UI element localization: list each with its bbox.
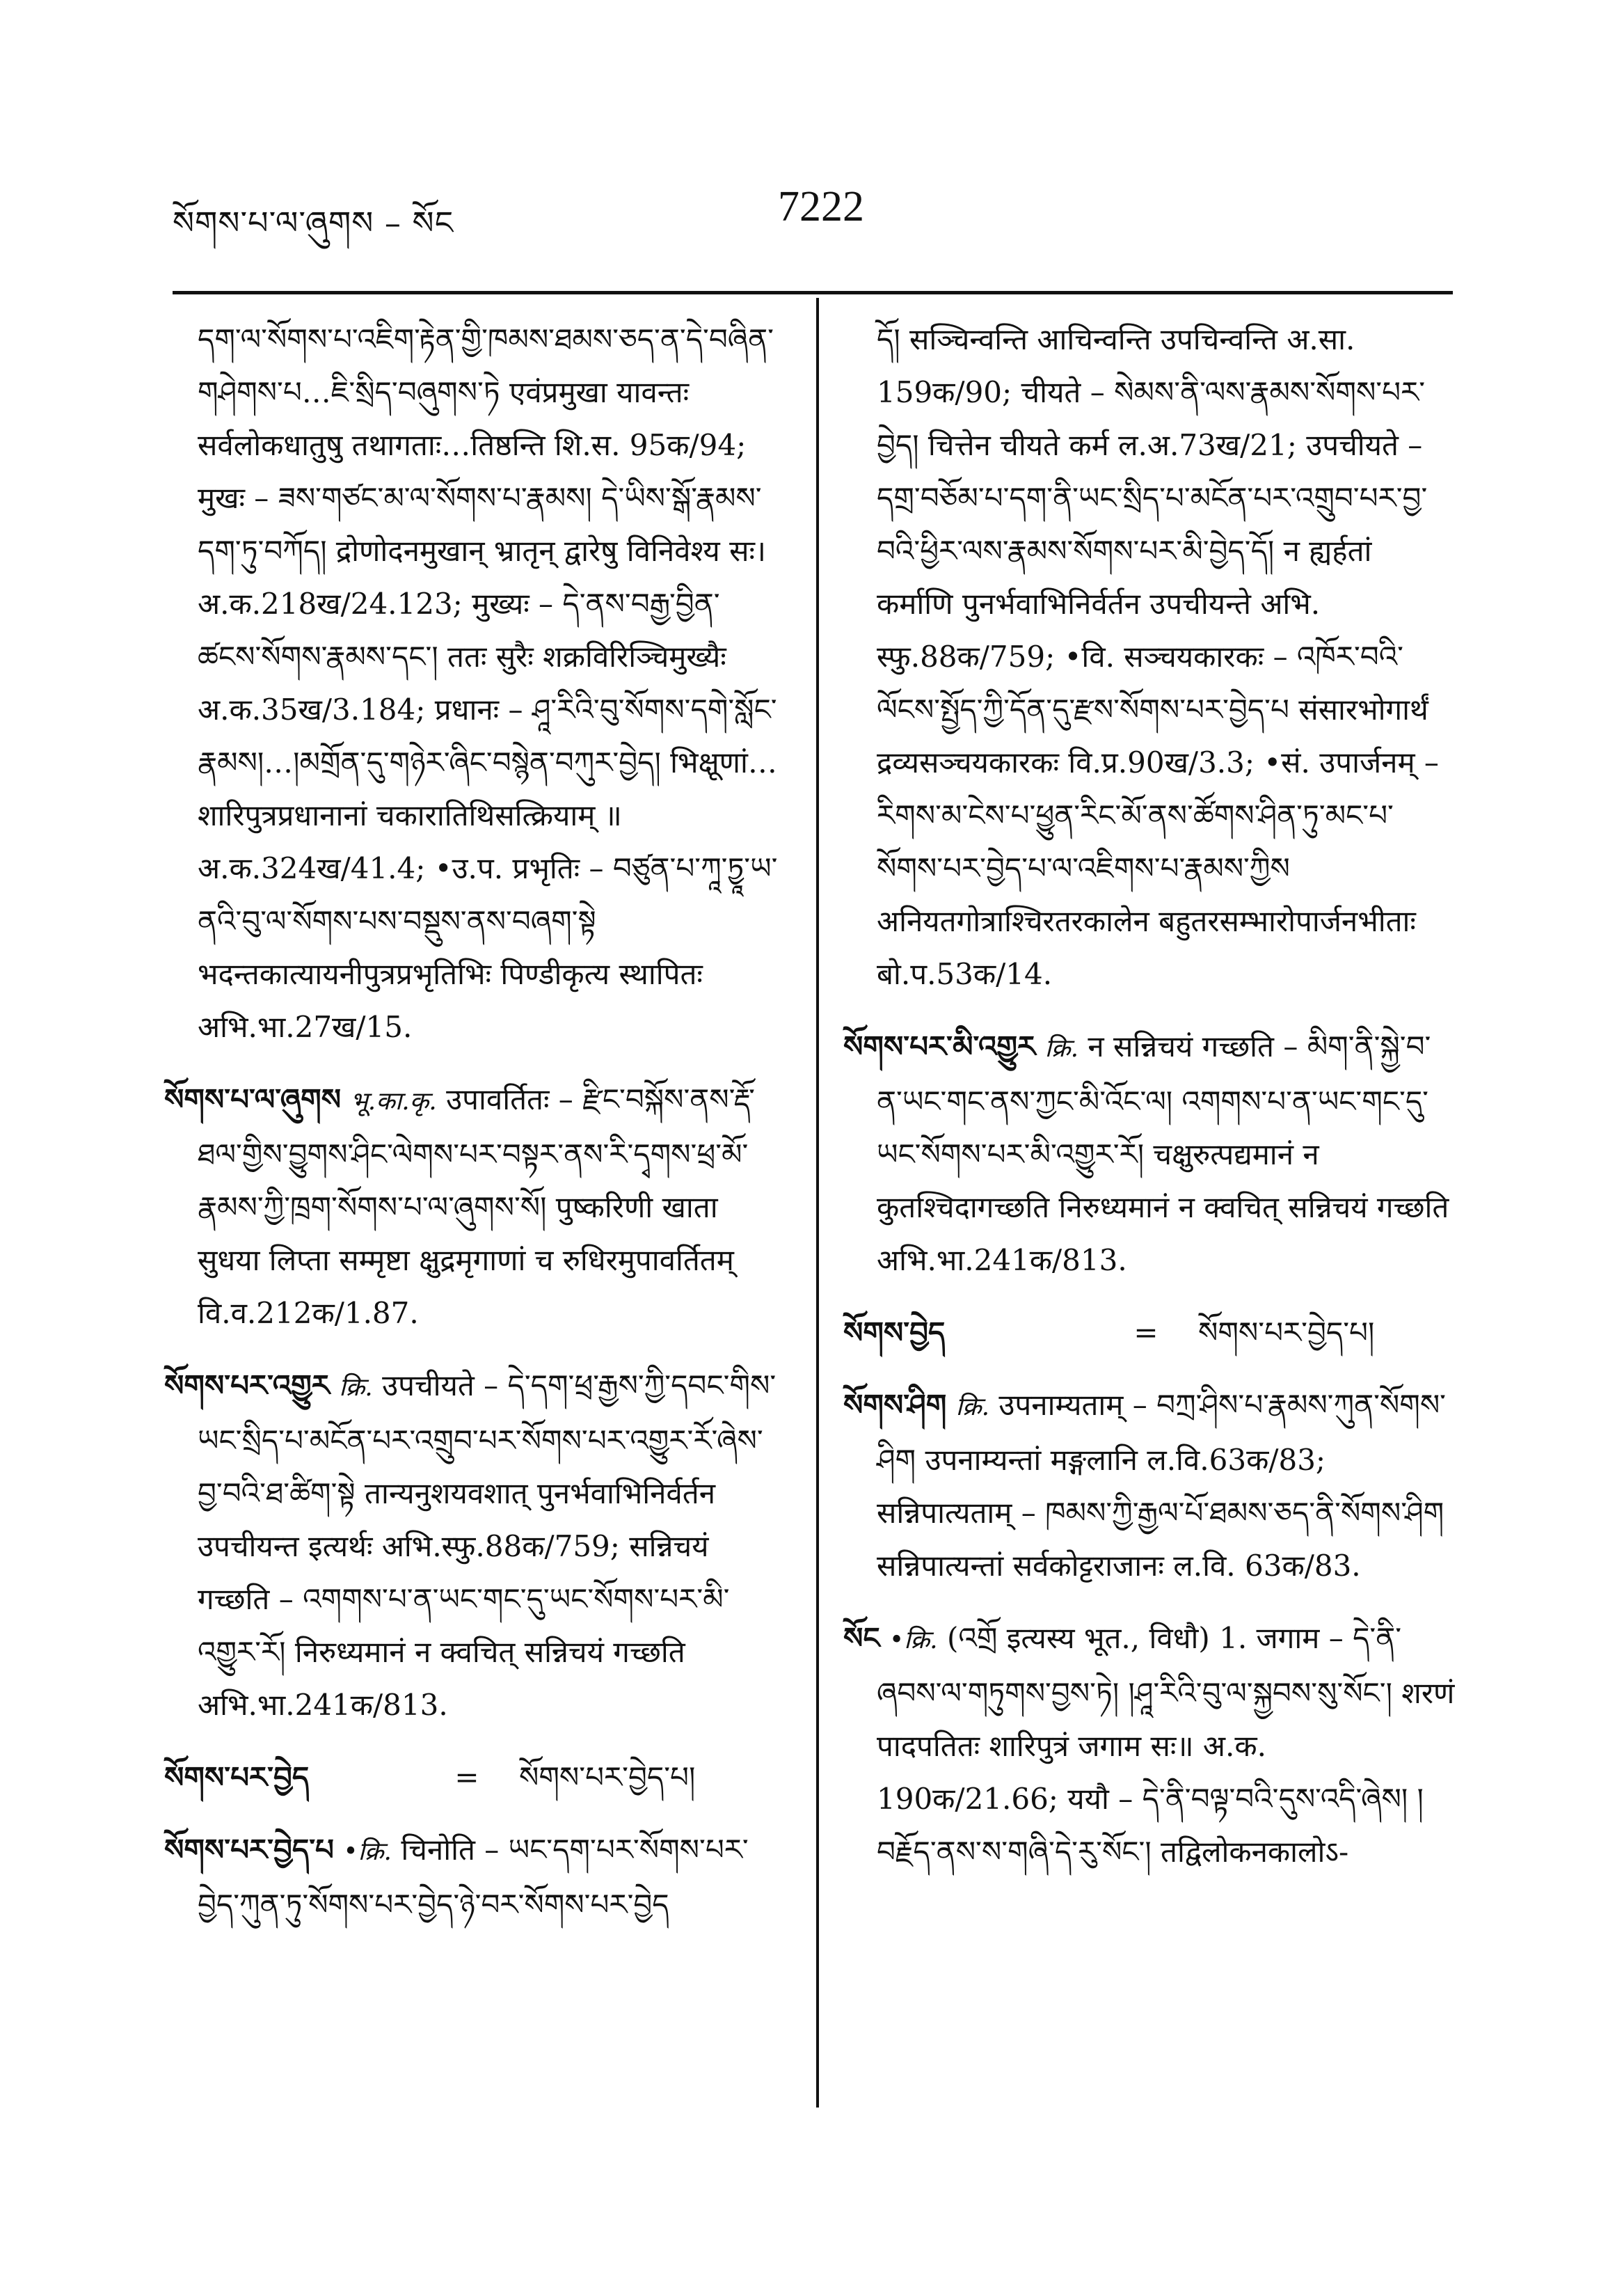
dictionary-entry xyxy=(843,1379,1456,1592)
right-column xyxy=(843,313,1456,1898)
grammar-label: क्रि. xyxy=(1044,1034,1079,1063)
entry-text: न सन्निचयं गच्छति – མིག་ནི་སྐྱེ་བ་ན་ཡང་གང་ནས་ཀྱང་མི་འོང་ལ། འགགས་པ་ན་ཡང་གང་དུ་ཡང་སོགས་པར་མི་འགྱུར་རོ། चक्षुरुत्पद्यमानं न कुतश्चिदागच्छति निरुध्यमानं न क्वचित् सन्निचयं गच्छति अभि.भा.241क/813. xyxy=(877,1029,1449,1277)
grammar-label: क्रि. xyxy=(339,1373,373,1402)
cross-reference-target: སོགས་པར་བྱེད་པ། xyxy=(519,1760,696,1794)
entry-headword: སོགས་པ་ལ་ཞུགས xyxy=(164,1082,342,1116)
entry-headword: སོགས་པར་བྱེད xyxy=(164,1760,310,1794)
entry-headword: སོགས་པར་འགྱུར xyxy=(164,1368,330,1402)
entry-headword: སོགས་པར་བྱེད་པ xyxy=(164,1833,334,1867)
cross-reference-entry xyxy=(164,1751,782,1804)
entry-text: चिनोति – ཡང་དག་པར་སོགས་པར་བྱེད་ཀུན་ཏུ་སོགས་པར་བྱེད་ཉེ་བར་སོགས་པར་བྱེད xyxy=(198,1833,749,1922)
entry-text: དག་ལ་སོགས་པ་འཇིག་རྟེན་གྱི་ཁམས་ཐམས་ཅད་ན་དེ་བཞིན་གཤེགས་པ…ཇི་སྲིད་བཞུགས་ཏེ एवंप्रमुखा यावन्तः सर्वलोकधातुषु तथागताः…तिष्ठन्ति शि.स. 95क/94; मुखः – ཟས་གཙང་མ་ལ་སོགས་པ་རྣམས། དེ་ཡིས་སྒོ་རྣམས་དག་ཏུ་བཀོད། द्रोणोदनमुखान् भ्रातृन् द्वारेषु विनिवेश्य सः। अ.क.218ख/24.123; मुख्यः – དེ་ནས་བརྒྱ་བྱིན་ཚངས་སོགས་རྣམས་དང་། ततः सुरैः शक्रविरिञ्चिमुख्यैः अ.क.35ख/3.184; प्रधानः – ཤཱ་རིའི་བུ་སོགས་དགེ་སློང་རྣམས།…།མགྲོན་དུ་གཉེར་ཞིང་བསྙེན་བཀུར་བྱེད། भिक्षूणां…शारिपुत्रप्रधानानां चकारातिथिसत्क्रियाम् ॥ अ.क.324ख/41.4; •उ.प. प्रभृतिः – བཙུན་པ་ཀཱ་ཏྱཱ་ཡ་ནའི་བུ་ལ་སོགས་པས་བསྡུས་ནས་བཞག་སྟེ भदन्तकात्यायनीपुत्रप्रभृतिभिः पिण्डीकृत्य स्थापितः अभि.भा.27ख/15. xyxy=(198,322,778,1044)
dictionary-entry xyxy=(164,1073,782,1340)
running-head: སོགས་པ་ལ་ཞུགས – སོང xyxy=(173,204,454,242)
entry-text: (འགྲོ इत्यस्य भूत., विधौ) 1. जगाम – དེ་ནི་ཞབས་ལ་གཏུགས་བྱས་ཏེ། །ཤཱ་རིའི་བུ་ལ་སྐྱབས་སུ་སོང་། शरणं पादपतितः शारिपुत्रं जगाम सः॥ अ.क. 190क/21.66; ययौ – དེ་ནི་བལྟ་བའི་དུས་འདི་ཞེས། །བརྗོད་ནས་ས་གཞི་དེ་རུ་སོང་། तद्विलोकनकालोऽ- xyxy=(877,1621,1455,1869)
header-rule xyxy=(173,291,1453,294)
grammar-label: •क्रि. xyxy=(889,1626,938,1654)
grammar-label: •क्रि. xyxy=(343,1837,392,1866)
cross-reference-entry xyxy=(843,1306,1456,1359)
dictionary-entry xyxy=(843,1612,1456,1879)
entry-text: उपावर्तितः – རྫིང་བསྐོས་ནས་རྡོ་ཐལ་གྱིས་བྱུགས་ཤིང་ལེགས་པར་བསྟར་ནས་རི་དྭགས་ཕྲ་མོ་རྣམས་ཀྱི་ཁྲག་སོགས་པ་ལ་ཞུགས་སོ། पुष्करिणी खाता सुधया लिप्ता सम्मृष्टा क्षुद्रमृगाणां च रुधिरमुपावर्तितम् वि.व.212क/1.87. xyxy=(198,1082,755,1330)
dictionary-entry xyxy=(164,313,782,1054)
grammar-label: भू.का.कृ. xyxy=(350,1087,437,1116)
equals-sign: = xyxy=(454,1760,479,1794)
entry-headword: སོགས་ཤིག xyxy=(843,1388,947,1422)
dictionary-entry xyxy=(843,1020,1456,1287)
page-number: 7222 xyxy=(778,183,864,230)
entry-text: उपनाम्यताम् – བཀྲ་ཤིས་པ་རྣམས་ཀུན་སོགས་ཤིག उपनाम्यन्तां मङ्गलानि ल.वि.63क/83; सन्निपात्यताम् – ཁམས་ཀྱི་རྒྱལ་པོ་ཐམས་ཅད་ནི་སོགས་ཤིག सन्निपात्यन्तां सर्वकोट्टराजानः ल.वि. 63क/83. xyxy=(877,1388,1446,1583)
dictionary-entry xyxy=(843,313,1456,1001)
column-divider xyxy=(816,298,819,2108)
entry-headword: སོགས་པར་མི་འགྱུར xyxy=(843,1029,1036,1064)
grammar-label: क्रि. xyxy=(955,1393,990,1421)
entry-text: དོ། सञ्चिन्वन्ति आचिन्वन्ति उपचिन्वन्ति अ.सा. 159क/90; चीयते – སེམས་ནི་ལས་རྣམས་སོགས་པར་བྱེད། चित्तेन चीयते कर्म ल.अ.73ख/21; उपचीयते – དགྲ་བཅོམ་པ་དག་ནི་ཡང་སྲིད་པ་མངོན་པར་འགྲུབ་པར་བྱ་བའི་ཕྱིར་ལས་རྣམས་སོགས་པར་མི་བྱེད་དོ། न ह्यर्हतां कर्माणि पुनर्भवाभिनिर्वर्तन उपचीयन्ते अभि. स्फु.88क/759; •वि. सञ्चयकारकः – འཁོར་བའི་ལོངས་སྤྱོད་ཀྱི་དོན་དུ་རྫས་སོགས་པར་བྱེད་པ संसारभोगार्थं द्रव्यसञ्चयकारकः वि.प्र.90ख/3.3; •सं. उपार्जनम् – རིགས་མ་ངེས་པ་ཕྱུན་རིང་མོ་ནས་ཚོགས་ཤིན་ཏུ་མང་པ་སོགས་པར་བྱེད་པ་ལ་འཇིགས་པ་རྣམས་ཀྱིས अनियतगोत्राश्चिरतरकालेन बहुतरसम्भारोपार्जनभीताः बो.प.53क/14. xyxy=(877,322,1439,991)
entry-headword: སོགས་བྱེད xyxy=(843,1315,946,1350)
dictionary-entry xyxy=(164,1359,782,1732)
entry-text: उपचीयते – དེ་དག་ཕྲ་རྒྱས་ཀྱི་དབང་གིས་ཡང་སྲིད་པ་མངོན་པར་འགྲུབ་པར་སོགས་པར་འགྱུར་རོ་ཞེས་བྱ་བའི་ཐ་ཚིག་སྟེ तान्यनुशयवशात् पुनर्भवाभिनिर्वर्तन उपचीयन्त इत्यर्थः अभि.स्फु.88क/759; सन्निचयं गच्छति – འགགས་པ་ན་ཡང་གང་དུ་ཡང་སོགས་པར་མི་འགྱུར་རོ། निरुध्यमानं न क्वचित् सन्निचयं गच्छति अभि.भा.241क/813. xyxy=(198,1368,777,1722)
dictionary-entry xyxy=(164,1824,782,1931)
cross-reference-target: སོགས་པར་བྱེད་པ། xyxy=(1198,1315,1375,1350)
equals-sign: = xyxy=(1133,1315,1159,1350)
entry-headword: སོང xyxy=(843,1621,880,1655)
left-column xyxy=(164,313,782,1951)
